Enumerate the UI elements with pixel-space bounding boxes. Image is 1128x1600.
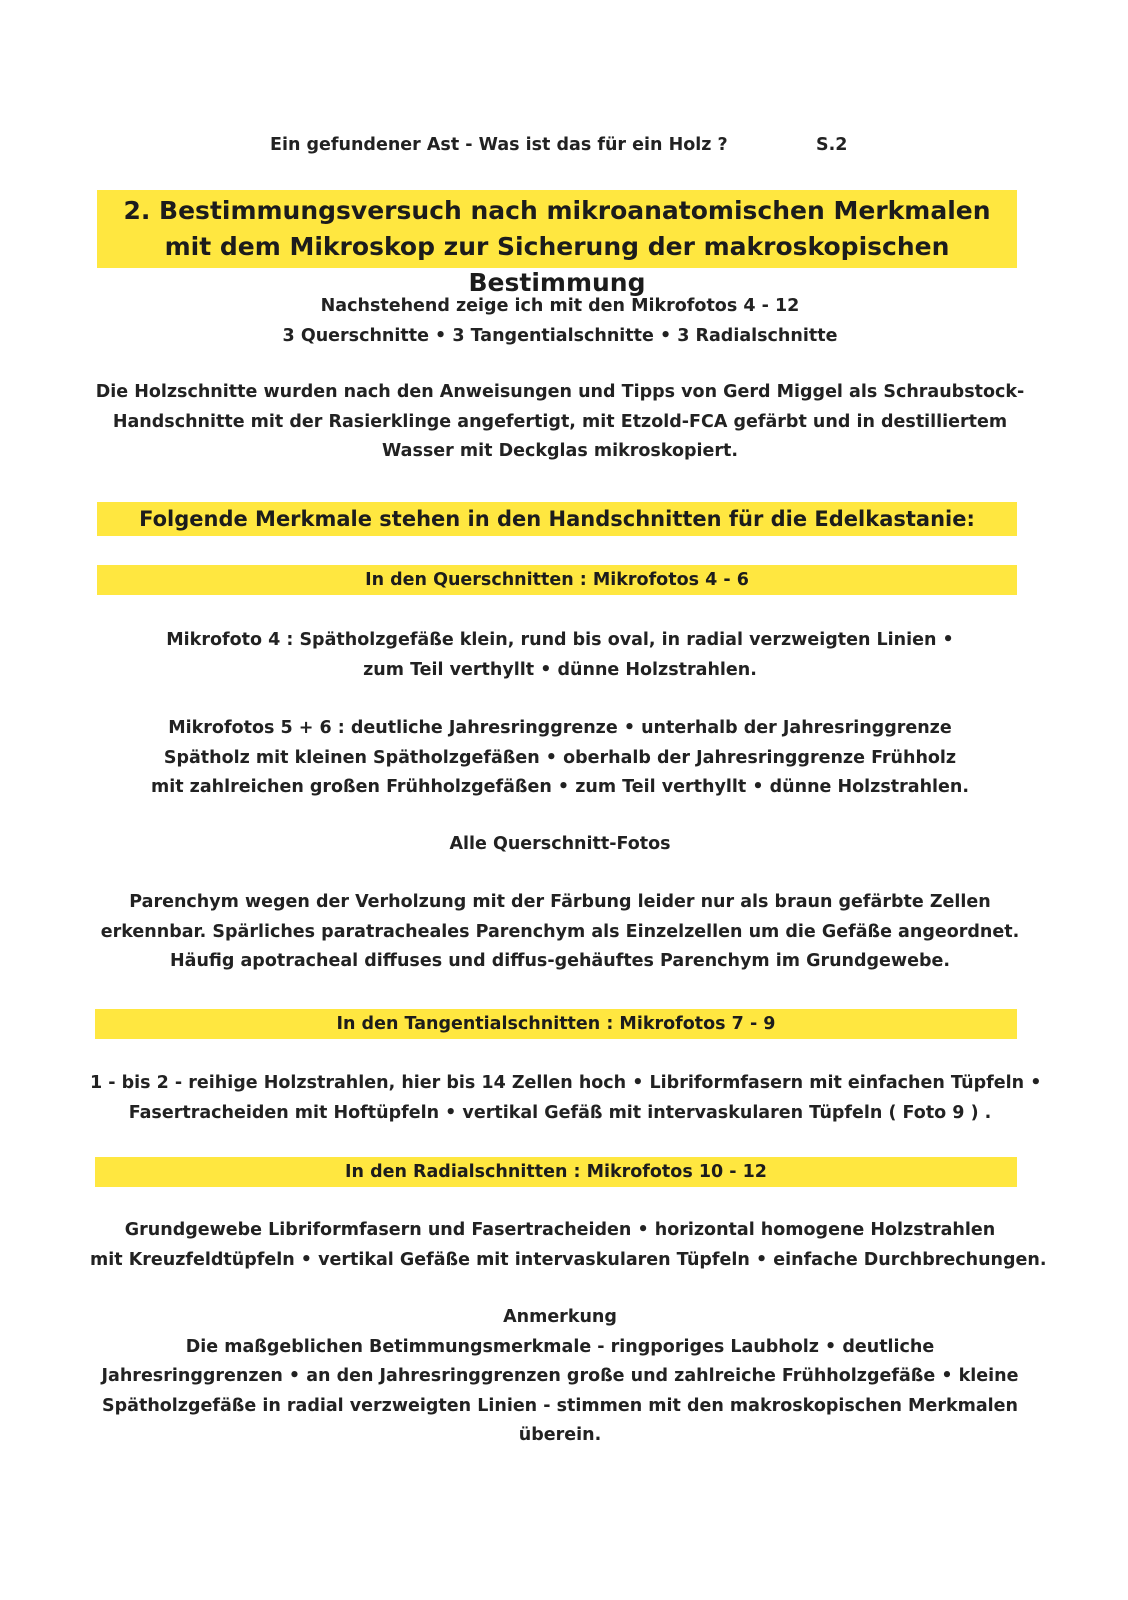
photo56-line-1: Mikrofotos 5 + 6 : deutliche Jahresringgrenze • unterhalb der Jahresringgrenze: [168, 718, 952, 738]
photo56-line-3: mit zahlreichen großen Frühholzgefäßen • zum Teil verthyllt • dünne Holzstrahlen.: [150, 777, 969, 797]
all-photos-text: Alle Querschnitt-Fotos: [449, 834, 671, 854]
intro-line-2: 3 Querschnitte • 3 Tangentialschnitte • 3 Radialschnitte: [282, 325, 838, 346]
intro-line-1: Nachstehend zeige ich mit den Mikrofotos 4 - 12: [320, 296, 800, 316]
photo56-line-2: Spätholz mit kleinen Spätholzgefäßen • oberhalb der Jahresringgrenze Frühholz: [163, 747, 957, 768]
note-line-2: Jahresringgrenzen • an den Jahresringgrenzen große und zahlreiche Frühholzgefäße • kleine: [101, 1366, 1019, 1386]
main-title-banner: [97, 190, 1017, 297]
method-line-2: Handschnitte mit der Rasierklinge angefertigt, mit Etzold-FCA gefärbt und in destilliertem: [112, 411, 1008, 432]
method-line-1: Die Holzschnitte wurden nach den Anweisungen und Tipps von Gerd Miggel als Schraubstock-: [95, 382, 1025, 402]
main-title-line-1: 2. Bestimmungsversuch nach mikroanatomischen Merkmalen: [123, 196, 991, 225]
photo4-block: [90, 626, 1030, 685]
note-line-3: Spätholzgefäße in radial verzweigten Linien - stimmen mit den makroskopischen Merkmalen: [102, 1395, 1018, 1416]
parenchyma-line-3: Häufig apotracheal diffuses und diffus-gehäuftes Parenchym im Grundgewebe.: [169, 951, 950, 971]
note-block: [90, 1303, 1030, 1451]
tangential-line-2: Fasertracheiden mit Hoftüpfeln • vertikal Gefäß mit intervaskularen Tüpfeln ( Foto 9 ) .: [128, 1102, 992, 1123]
header-title: Ein gefundener Ast - Was ist das für ein Holz ?: [270, 135, 728, 155]
note-line-4: überein.: [518, 1425, 602, 1445]
tangential-block: [90, 1069, 1042, 1128]
photo4-line-1: Mikrofoto 4 : Spätholzgefäße klein, rund bis oval, in radial verzweigten Linien •: [166, 630, 954, 650]
parenchyma-line-1: Parenchym wegen der Verholzung mit der Färbung leider nur als braun gefärbte Zellen: [129, 892, 991, 912]
all-photos-label: [90, 830, 1030, 860]
parenchyma-line-2: erkennbar. Spärliches paratracheales Parenchym als Einzelzellen um die Gefäße angeordnet.: [100, 921, 1020, 942]
radial-block: [90, 1216, 1047, 1275]
method-block: [90, 378, 1030, 467]
note-line-1: Die maßgeblichen Betimmungsmerkmale - ringporiges Laubholz • deutliche: [185, 1336, 935, 1357]
photo4-line-2: zum Teil verthyllt • dünne Holzstrahlen.: [363, 659, 757, 680]
cross-sections-heading: In den Querschnitten : Mikrofotos 4 - 6: [97, 565, 1017, 595]
page-number: S.2: [816, 135, 848, 155]
parenchyma-block: [90, 888, 1030, 977]
tangential-sections-heading: In den Tangentialschnitten : Mikrofotos 7 - 9: [95, 1009, 1017, 1039]
method-line-3: Wasser mit Deckglas mikroskopiert.: [381, 441, 739, 461]
note-heading: Anmerkung: [503, 1307, 617, 1327]
radial-sections-heading: In den Radialschnitten : Mikrofotos 10 - 12: [95, 1157, 1017, 1187]
photo56-block: [90, 714, 1030, 803]
radial-line-2: mit Kreuzfeldtüpfeln • vertikal Gefäße mit intervaskularen Tüpfeln • einfache Durchbrechungen.: [90, 1249, 1047, 1270]
radial-line-1: Grundgewebe Libriformfasern und Fasertracheiden • horizontal homogene Holzstrahlen: [124, 1220, 996, 1240]
tangential-line-1: 1 - bis 2 - reihige Holzstrahlen, hier bis 14 Zellen hoch • Libriformfasern mit einfachen Tüpfeln •: [90, 1073, 1042, 1093]
main-title-line-2: mit dem Mikroskop zur Sicherung der makroskopischen Bestimmung: [164, 232, 950, 297]
features-heading-banner: Folgende Merkmale stehen in den Handschnitten für die Edelkastanie:: [97, 502, 1017, 536]
intro-block: [90, 292, 1030, 351]
